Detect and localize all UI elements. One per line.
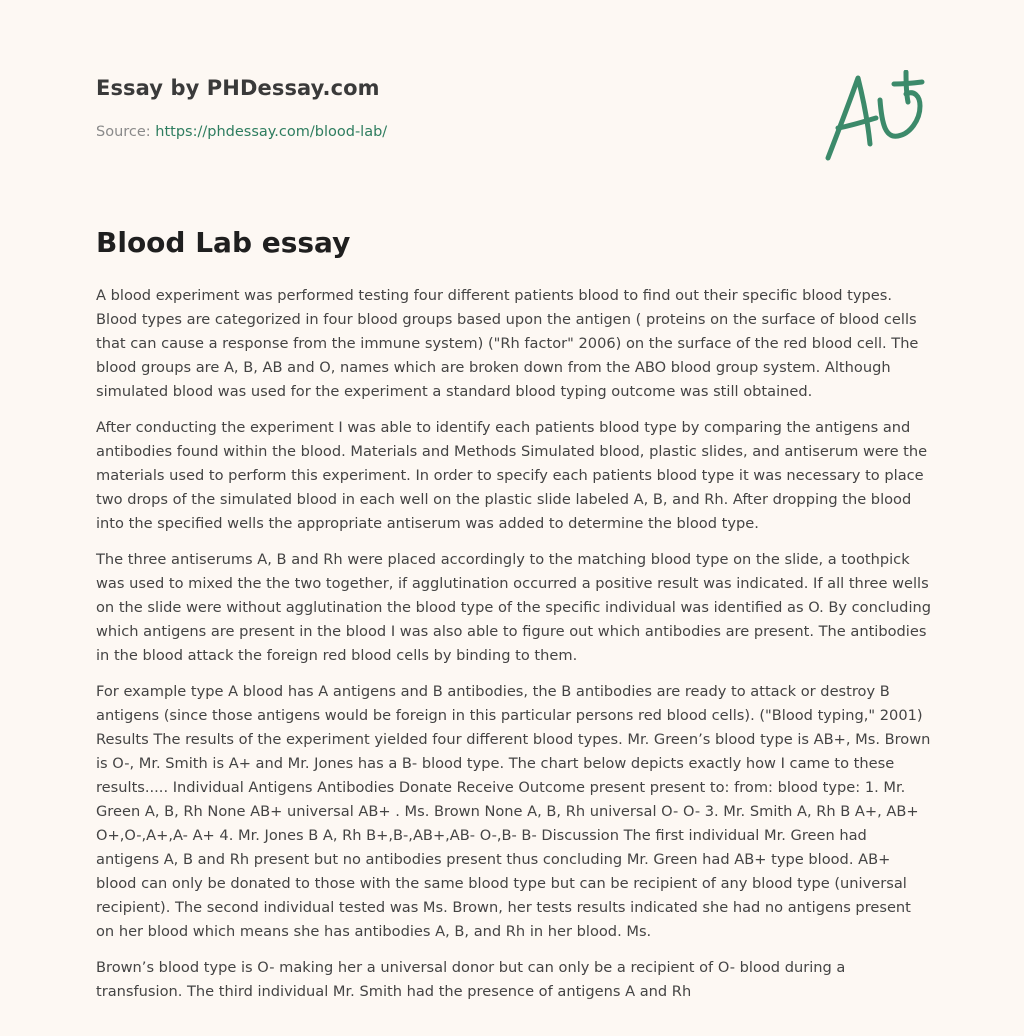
essay-body xyxy=(96,284,932,1016)
a-plus-grade-icon xyxy=(824,70,926,166)
site-brand-title: Essay by PHDessay.com xyxy=(96,76,380,100)
essay-title: Blood Lab essay xyxy=(96,226,351,259)
essay-paragraph: A blood experiment was performed testing four different patients blood to find out their specific blood types. Blood types are categorized in four blood groups based upon the antigen ( proteins on the surface of blood cells that can cause a response from the immune system) ("Rh factor" 2006) on the surface of the red blood cell. The blood groups are A, B, AB and O, names which are broken down from the ABO blood group system. Although simulated blood was used for the experiment a standard blood typing outcome was still obtained. xyxy=(96,287,919,400)
source-line xyxy=(96,124,387,140)
source-link[interactable]: https://phdessay.com/blood-lab/ xyxy=(155,124,388,140)
essay-paragraph: The three antiserums A, B and Rh were placed accordingly to the matching blood type on the slide, a toothpick was used to mixed the the two together, if agglutination occurred a positive result was indicated. If all three wells on the slide were without agglutination the blood type of the specific individual was identified as O. By concluding which antigens are present in the blood I was also able to figure out which antibodies are present. The antibodies in the blood attack the foreign red blood cells by binding to them. xyxy=(96,551,932,664)
essay-paragraph: Brown’s blood type is O- making her a universal donor but can only be a recipient of O- blood during a transfusion. The third individual Mr. Smith had the presence of antigens A and Rh xyxy=(96,959,846,1000)
page-header xyxy=(96,70,928,190)
source-label: Source: xyxy=(96,124,156,140)
essay-paragraph: For example type A blood has A antigens and B antibodies, the B antibodies are ready to attack or destroy B antigens (since those antigens would be foreign in this particular persons red blood cells). ("Blood typing," 2001) Results The results of the experiment yielded four different blood types. Mr. Green’s blood type is AB+, Ms. Brown is O-, Mr. Smith is A+ and Mr. Jones has a B- blood type. The chart below depicts exactly how I came to these results..... Individual Antigens Antibodies Donate Receive Outcome present present to: from: blood type: 1. Mr. Green A, B, Rh None AB+ universal AB+ . Ms. Brown None A, B, Rh universal O- O- 3. Mr. Smith A, Rh B A+, AB+ O+,O-,A+,A- A+ 4. Mr. Jones B A, Rh B+,B-,AB+,AB- O-,B- B- Discussion The first individual Mr. Green had antigens A, B and Rh present but no antibodies present thus concluding Mr. Green had AB+ type blood. AB+ blood can only be donated to those with the same blood type but can be recipient of any blood type (universal recipient). The second individual tested was Ms. Brown, her tests results indicated she had no antigens present on her blood which means she has antibodies A, B, and Rh in her blood. Ms. xyxy=(96,683,931,940)
essay-paragraph: After conducting the experiment I was able to identify each patients blood type by comparing the antigens and antibodies found within the blood. Materials and Methods Simulated blood, plastic slides, and antiserum were the materials used to perform this experiment. In order to specify each patients blood type it was necessary to place two drops of the simulated blood in each well on the plastic slide labeled A, B, and Rh. After dropping the blood into the specified wells the appropriate antiserum was added to determine the blood type. xyxy=(96,419,928,532)
